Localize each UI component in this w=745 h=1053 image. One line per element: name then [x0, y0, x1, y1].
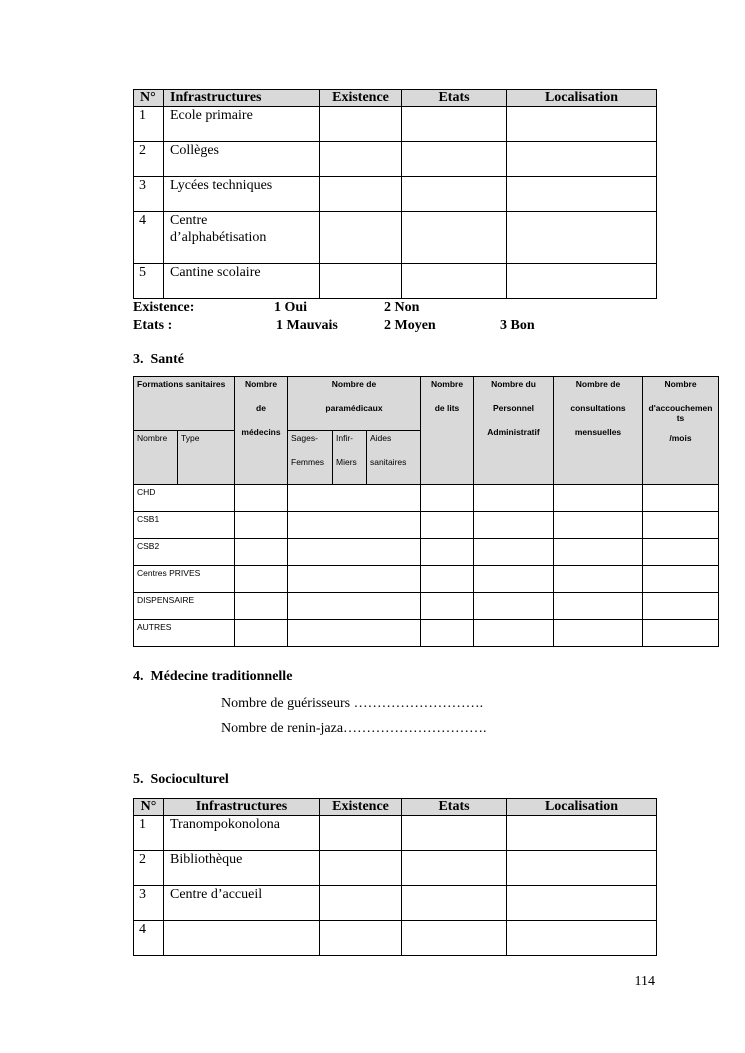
header-personnel: Nombre du Personnel Administratif [474, 377, 554, 485]
table-row [134, 566, 719, 593]
legend-existence-label: Existence: [133, 300, 195, 315]
row-label-centres-prives: Centres PRIVES [134, 566, 235, 593]
legend-etats-3: 3 Bon [500, 318, 535, 333]
localisation-cell[interactable] [507, 142, 657, 177]
table-row [134, 851, 657, 886]
consultations-cell[interactable] [554, 620, 643, 647]
accouchements-cell[interactable] [643, 566, 719, 593]
table-row [134, 485, 719, 512]
header-accouchements: Nombre d'accouchemen ts /mois [643, 377, 719, 485]
localisation-cell[interactable] [507, 107, 657, 142]
accouchements-cell[interactable] [643, 593, 719, 620]
etats-cell[interactable] [402, 107, 507, 142]
row-number: 2 [134, 142, 164, 177]
lits-cell[interactable] [421, 593, 474, 620]
row-name: Centre d’alphabétisation [164, 212, 320, 264]
localisation-cell[interactable] [507, 851, 657, 886]
table-row [134, 816, 657, 851]
personnel-cell[interactable] [474, 539, 554, 566]
row-name: Ecole primaire [164, 107, 320, 142]
row-name: Collèges [164, 142, 320, 177]
etats-cell[interactable] [402, 886, 507, 921]
etats-cell[interactable] [402, 142, 507, 177]
consultations-cell[interactable] [554, 512, 643, 539]
col-header-etats: Etats [402, 90, 507, 107]
row-name: Lycées techniques [164, 177, 320, 212]
medecins-cell[interactable] [235, 512, 288, 539]
localisation-cell[interactable] [507, 212, 657, 264]
row-name: Tranompokonolona [164, 816, 320, 851]
personnel-cell[interactable] [474, 620, 554, 647]
row-label-csb2: CSB2 [134, 539, 235, 566]
existence-cell[interactable] [320, 921, 402, 956]
col-header-number: N° [134, 90, 164, 107]
sante-table [133, 376, 719, 647]
header-formations: Formations sanitaires [134, 377, 235, 431]
localisation-cell[interactable] [507, 177, 657, 212]
legend-existence-2: 2 Non [384, 300, 420, 315]
row-number: 4 [134, 212, 164, 264]
col-header-etats: Etats [402, 799, 507, 816]
row-label-autres: AUTRES [134, 620, 235, 647]
row-label-csb1: CSB1 [134, 512, 235, 539]
header-infirmiers: Infir- Miers [333, 431, 367, 485]
lits-cell[interactable] [421, 566, 474, 593]
row-name: Bibliothèque [164, 851, 320, 886]
personnel-cell[interactable] [474, 593, 554, 620]
medecins-cell[interactable] [235, 539, 288, 566]
etats-cell[interactable] [402, 212, 507, 264]
col-header-infrastructures: Infrastructures [164, 799, 320, 816]
etats-cell[interactable] [402, 851, 507, 886]
existence-cell[interactable] [320, 851, 402, 886]
localisation-cell[interactable] [507, 816, 657, 851]
medecins-cell[interactable] [235, 620, 288, 647]
table-row [134, 212, 657, 264]
col-header-localisation: Localisation [507, 799, 657, 816]
localisation-cell[interactable] [507, 921, 657, 956]
row-number: 3 [134, 886, 164, 921]
etats-cell[interactable] [402, 921, 507, 956]
header-medecins: Nombre de médecins [235, 377, 288, 485]
existence-cell[interactable] [320, 177, 402, 212]
table-row [134, 264, 657, 299]
col-header-existence: Existence [320, 799, 402, 816]
header-paramedicaux: Nombre de paramédicaux [288, 377, 421, 431]
table-row [134, 177, 657, 212]
lits-cell[interactable] [421, 620, 474, 647]
table-header-row [134, 90, 657, 107]
sante-header-row [134, 377, 719, 431]
row-label-chd: CHD [134, 485, 235, 512]
header-lits: Nombre de lits [421, 377, 474, 485]
row-number: 3 [134, 177, 164, 212]
accouchements-cell[interactable] [643, 620, 719, 647]
header-nombre: Nombre [134, 431, 178, 485]
paramedicaux-cell[interactable] [288, 512, 421, 539]
row-number: 1 [134, 816, 164, 851]
row-number: 5 [134, 264, 164, 299]
section-title-socioculturel: 5. Socioculturel [133, 772, 229, 787]
col-header-existence: Existence [320, 90, 402, 107]
paramedicaux-cell[interactable] [288, 539, 421, 566]
legend-existence-1: 1 Oui [274, 300, 308, 315]
etats-cell[interactable] [402, 177, 507, 212]
etats-cell[interactable] [402, 816, 507, 851]
existence-cell[interactable] [320, 142, 402, 177]
section-title-sante: 3. Santé [133, 352, 184, 367]
header-aides-sanitaires: Aides sanitaires [367, 431, 421, 485]
accouchements-cell[interactable] [643, 539, 719, 566]
socioculturel-table [133, 798, 657, 956]
row-name: Centre d’accueil [164, 886, 320, 921]
renin-jaza-line: Nombre de renin-jaza…………………………. [221, 721, 487, 736]
accouchements-cell[interactable] [643, 512, 719, 539]
page-number: 114 [634, 974, 655, 989]
lits-cell[interactable] [421, 539, 474, 566]
existence-cell[interactable] [320, 212, 402, 264]
personnel-cell[interactable] [474, 512, 554, 539]
consultations-cell[interactable] [554, 593, 643, 620]
paramedicaux-cell[interactable] [288, 566, 421, 593]
consultations-cell[interactable] [554, 485, 643, 512]
personnel-cell[interactable] [474, 485, 554, 512]
education-table [133, 89, 657, 299]
col-header-infrastructures: Infrastructures [164, 90, 320, 107]
table-row [134, 107, 657, 142]
legend-etats-label: Etats : [133, 318, 173, 333]
accouchements-cell[interactable] [643, 485, 719, 512]
row-name: Cantine scolaire [164, 264, 320, 299]
header-consultations: Nombre de consultations mensuelles [554, 377, 643, 485]
header-type: Type [178, 431, 235, 485]
medecins-cell[interactable] [235, 593, 288, 620]
consultations-cell[interactable] [554, 566, 643, 593]
table-row [134, 593, 719, 620]
localisation-cell[interactable] [507, 886, 657, 921]
guerisseurs-line: Nombre de guérisseurs ………………………. [221, 696, 484, 711]
table-row [134, 886, 657, 921]
existence-cell[interactable] [320, 886, 402, 921]
medecins-cell[interactable] [235, 485, 288, 512]
table-row [134, 921, 657, 956]
table-row [134, 620, 719, 647]
table-row [134, 539, 719, 566]
etats-cell[interactable] [402, 264, 507, 299]
header-sages-femmes: Sages- Femmes [288, 431, 333, 485]
table-row [134, 512, 719, 539]
existence-cell[interactable] [320, 816, 402, 851]
consultations-cell[interactable] [554, 539, 643, 566]
col-header-localisation: Localisation [507, 90, 657, 107]
row-label-dispensaire: DISPENSAIRE [134, 593, 235, 620]
localisation-cell[interactable] [507, 264, 657, 299]
paramedicaux-cell[interactable] [288, 620, 421, 647]
lits-cell[interactable] [421, 485, 474, 512]
personnel-cell[interactable] [474, 566, 554, 593]
row-number: 2 [134, 851, 164, 886]
table-row [134, 142, 657, 177]
legend-etats-1: 1 Mauvais [276, 318, 338, 333]
paramedicaux-cell[interactable] [288, 485, 421, 512]
row-number: 1 [134, 107, 164, 142]
row-name[interactable] [164, 921, 320, 956]
row-number: 4 [134, 921, 164, 956]
section-title-medecine: 4. Médecine traditionnelle [133, 669, 293, 684]
legend-etats-2: 2 Moyen [384, 318, 436, 333]
lits-cell[interactable] [421, 512, 474, 539]
existence-cell[interactable] [320, 107, 402, 142]
table-header-row [134, 799, 657, 816]
existence-cell[interactable] [320, 264, 402, 299]
col-header-number: N° [134, 799, 164, 816]
medecins-cell[interactable] [235, 566, 288, 593]
paramedicaux-cell[interactable] [288, 593, 421, 620]
